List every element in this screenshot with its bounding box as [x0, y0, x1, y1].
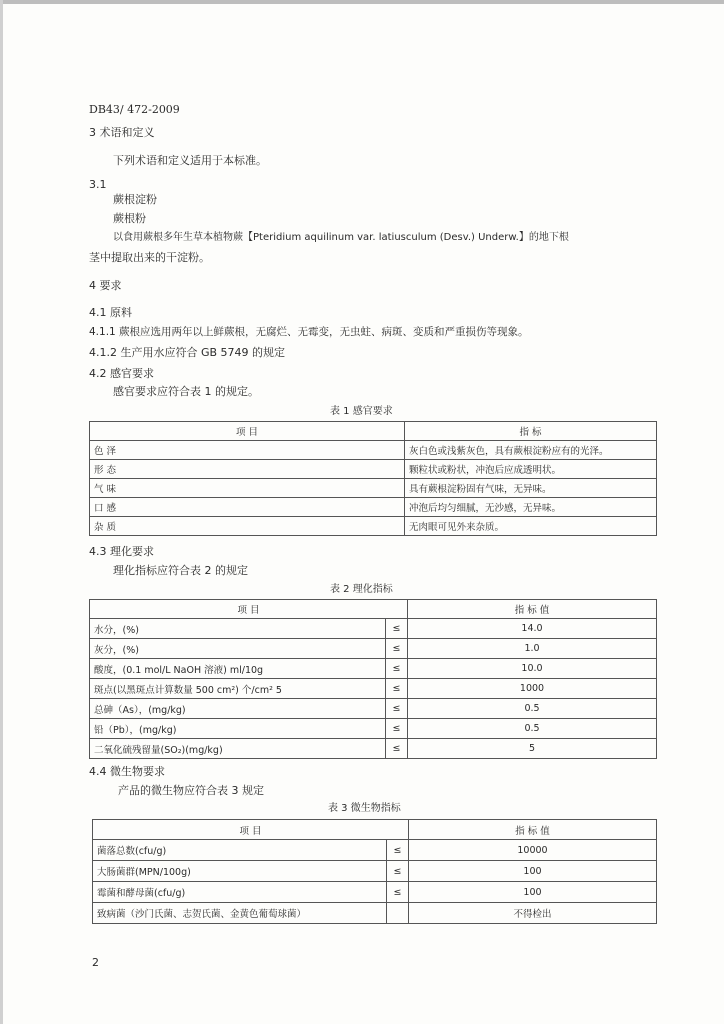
section-4-3-text: 理化指标应符合表 2 的规定 [113, 564, 248, 577]
table-row [90, 739, 657, 759]
table-cell-value: 0.5 [408, 719, 657, 739]
definition-line-2: 茎中提取出来的干淀粉。 [89, 251, 210, 264]
table-cell-operator: ≤ [387, 840, 409, 861]
table-row [93, 861, 657, 882]
table-cell: 铅（Pb），(mg/kg) [90, 719, 386, 739]
definition-line-1: 以食用蕨根多年生草本植物蕨【Pteridium aquilinum var. latiusculum (Desv.) Underw.】的地下根 [113, 232, 569, 243]
page-number: 2 [92, 956, 99, 969]
table-row [90, 659, 657, 679]
section-4-2-text: 感官要求应符合表 1 的规定。 [113, 385, 259, 398]
table-row [90, 479, 657, 498]
section-4-4-text: 产品的微生物应符合表 3 规定 [118, 784, 264, 797]
table-row [90, 619, 657, 639]
table-2-header-value: 指 标 值 [408, 600, 657, 619]
table-cell-operator [387, 903, 409, 924]
table-row [90, 699, 657, 719]
table-cell-value: 10000 [409, 840, 657, 861]
table-cell: 灰分，(%) [90, 639, 386, 659]
table-2-caption: 表 2 理化指标 [330, 584, 393, 595]
table-row [90, 498, 657, 517]
table-1-header-index: 指 标 [405, 422, 657, 441]
section-4-2: 4.2 感官要求 [89, 367, 154, 380]
table-cell: 形 态 [90, 460, 405, 479]
standard-code: DB43/ 472-2009 [89, 103, 180, 116]
table-row [93, 903, 657, 924]
scan-left-edge [0, 0, 3, 1024]
table-cell-value: 10.0 [408, 659, 657, 679]
table-cell: 斑点(以黑斑点计算数量 500 cm²) 个/cm² 5 [90, 679, 386, 699]
section-3-1-number: 3.1 [89, 178, 107, 191]
table-2-header-item: 项 目 [90, 600, 408, 619]
table-cell-operator: ≤ [386, 739, 408, 759]
table-cell: 菌落总数(cfu/g) [93, 840, 387, 861]
table-3 [92, 819, 657, 924]
table-cell: 颗粒状或粉状，冲泡后应成透明状。 [405, 460, 657, 479]
table-row [90, 517, 657, 536]
table-3-caption: 表 3 微生物指标 [328, 803, 401, 814]
section-4-3: 4.3 理化要求 [89, 545, 154, 558]
table-cell-operator: ≤ [387, 861, 409, 882]
section-3-title: 3 术语和定义 [89, 126, 155, 139]
table-cell-operator: ≤ [386, 679, 408, 699]
table-cell: 总砷（As），(mg/kg) [90, 699, 386, 719]
table-cell-operator: ≤ [386, 719, 408, 739]
table-cell: 二氧化硫残留量(SO₂)(mg/kg) [90, 739, 386, 759]
table-cell-value: 14.0 [408, 619, 657, 639]
table-3-header-item: 项 目 [93, 820, 409, 840]
table-cell: 气 味 [90, 479, 405, 498]
table-3-header-value: 指 标 值 [409, 820, 657, 840]
section-4-1: 4.1 原料 [89, 306, 132, 319]
table-row [93, 882, 657, 903]
table-cell: 无肉眼可见外来杂质。 [405, 517, 657, 536]
table-cell-value: 1000 [408, 679, 657, 699]
scan-edge [0, 0, 724, 4]
table-cell: 霉菌和酵母菌(cfu/g) [93, 882, 387, 903]
table-cell-value: 5 [408, 739, 657, 759]
table-cell: 色 泽 [90, 441, 405, 460]
section-4-4: 4.4 微生物要求 [89, 765, 165, 778]
table-cell-value: 1.0 [408, 639, 657, 659]
table-row [90, 460, 657, 479]
term-cn: 蕨根淀粉 [113, 193, 157, 206]
section-4-1-1: 4.1.1 蕨根应选用两年以上鲜蕨根，无腐烂、无霉变，无虫蛀、病斑、变质和严重损伤等现象。 [89, 326, 529, 338]
table-row [93, 840, 657, 861]
table-cell-operator: ≤ [386, 659, 408, 679]
table-cell-operator: ≤ [387, 882, 409, 903]
table-row [90, 679, 657, 699]
table-row [90, 719, 657, 739]
table-cell-value: 100 [409, 861, 657, 882]
table-1-header-item: 项 目 [90, 422, 405, 441]
table-cell: 具有蕨根淀粉固有气味，无异味。 [405, 479, 657, 498]
table-cell-operator: ≤ [386, 639, 408, 659]
table-cell: 冲泡后均匀细腻，无沙感，无异味。 [405, 498, 657, 517]
section-4-title: 4 要求 [89, 279, 122, 292]
table-cell-operator: ≤ [386, 699, 408, 719]
term-alt: 蕨根粉 [113, 212, 146, 225]
table-row [90, 441, 657, 460]
table-cell-value: 100 [409, 882, 657, 903]
table-cell: 口 感 [90, 498, 405, 517]
table-cell: 灰白色或浅紫灰色，具有蕨根淀粉应有的光泽。 [405, 441, 657, 460]
table-cell-value: 0.5 [408, 699, 657, 719]
section-4-1-2: 4.1.2 生产用水应符合 GB 5749 的规定 [89, 346, 286, 359]
table-cell: 致病菌（沙门氏菌、志贺氏菌、金黄色葡萄球菌） [93, 903, 387, 924]
table-1-header [90, 422, 657, 441]
table-cell-value: 不得检出 [409, 903, 657, 924]
table-cell: 酸度，(0.1 mol/L NaOH 溶液) ml/10g [90, 659, 386, 679]
table-2-header [90, 600, 657, 619]
table-row [90, 639, 657, 659]
table-cell: 大肠菌群(MPN/100g) [93, 861, 387, 882]
table-cell-operator: ≤ [386, 619, 408, 639]
table-2 [89, 599, 657, 759]
table-cell: 水分，(%) [90, 619, 386, 639]
section-3-intro: 下列术语和定义适用于本标准。 [113, 154, 267, 167]
table-cell: 杂 质 [90, 517, 405, 536]
table-1 [89, 421, 657, 536]
table-1-caption: 表 1 感官要求 [330, 406, 393, 417]
table-3-header [93, 820, 657, 840]
